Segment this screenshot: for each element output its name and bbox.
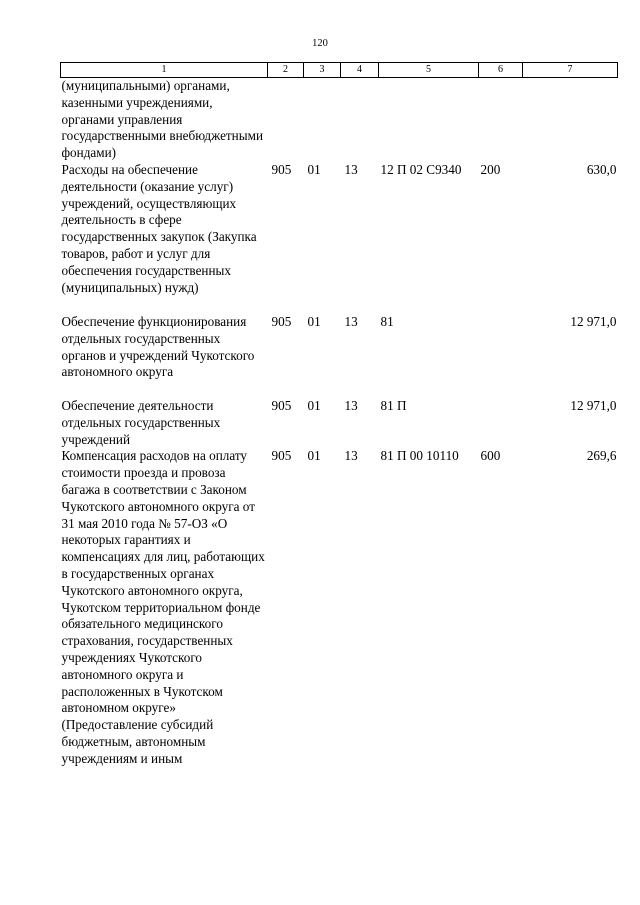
row-name: Компенсация расходов на оплату стоимости проезда и провоза багажа в соответствии с Законом Чукотского автономного округа от 31 мая 2010 года № 57-ОЗ «О некоторых гарантиях и компенсациях для лиц, работающих в государственных органах Чукотского автономного округа, Чукотском территориальном фонде обязательного медицинского страхования, государственных учреждениях Чукотского автономного округа и расположенных в Чукотском автономном округе» (Предоставление субсидий бюджетным, автономным учреждениям и иным [61,448,265,766]
row-section [304,78,341,163]
row-target-article: 81 [380,314,394,329]
row-grbs [268,78,304,163]
column-header-2: 2 [268,63,304,78]
row-subsection: 13 [344,398,358,413]
budget-table [60,62,618,832]
row-target-article [379,78,479,163]
row-section: 01 [307,448,321,464]
row-name: Обеспечение функционирования отдельных государственных органов и учреждений Чукотского автономного округа [61,314,255,380]
row-name: Расходы на обеспечение деятельности (оказание услуг) учреждений, осуществляющих деятельность в сфере государственных закупок (Закупка товаров, работ и услуг для обеспечения государственных (муниципальных) нужд) [61,162,257,295]
table-row [61,398,618,448]
row-amount [523,78,618,163]
row-amount: 12 971,0 [570,398,617,413]
row-section: 01 [307,398,321,413]
row-amount: 630,0 [586,162,617,177]
row-subsection: 13 [344,314,358,329]
row-section: 01 [307,162,321,177]
row-target-article: 81 П [380,398,407,413]
page-number: 120 [312,38,328,49]
row-expense-type [479,398,523,448]
row-grbs: 905 [271,448,292,464]
table-row [61,448,618,832]
column-header-7: 7 [523,63,618,78]
column-header-4: 4 [341,63,379,78]
table-row [61,314,618,398]
row-subsection: 13 [344,448,358,464]
table-header-row [61,63,618,78]
row-grbs: 905 [271,162,292,177]
table-row [61,162,618,314]
column-header-1: 1 [61,63,268,78]
row-amount: 12 971,0 [570,314,617,329]
row-target-article: 12 П 02 С9340 [380,162,462,177]
row-expense-type [479,314,523,398]
row-section: 01 [307,314,321,329]
row-grbs: 905 [271,398,292,413]
row-subsection: 13 [344,162,358,177]
row-subsection [341,78,379,163]
row-name: Обеспечение деятельности отдельных государственных учреждений [61,398,221,447]
row-expense-type: 600 [480,448,501,464]
row-expense-type: 200 [480,162,501,177]
column-header-3: 3 [304,63,341,78]
column-header-6: 6 [479,63,523,78]
row-expense-type [479,78,523,163]
row-grbs: 905 [271,314,292,329]
row-target-article: 81 П 00 10110 [380,448,459,464]
row-amount: 269,6 [586,448,617,464]
row-name: (муниципальными) органами, казенными учреждениями, органами управления государственными внебюджетными фондами) [61,78,264,161]
column-header-5: 5 [379,63,479,78]
table-row [61,78,618,163]
